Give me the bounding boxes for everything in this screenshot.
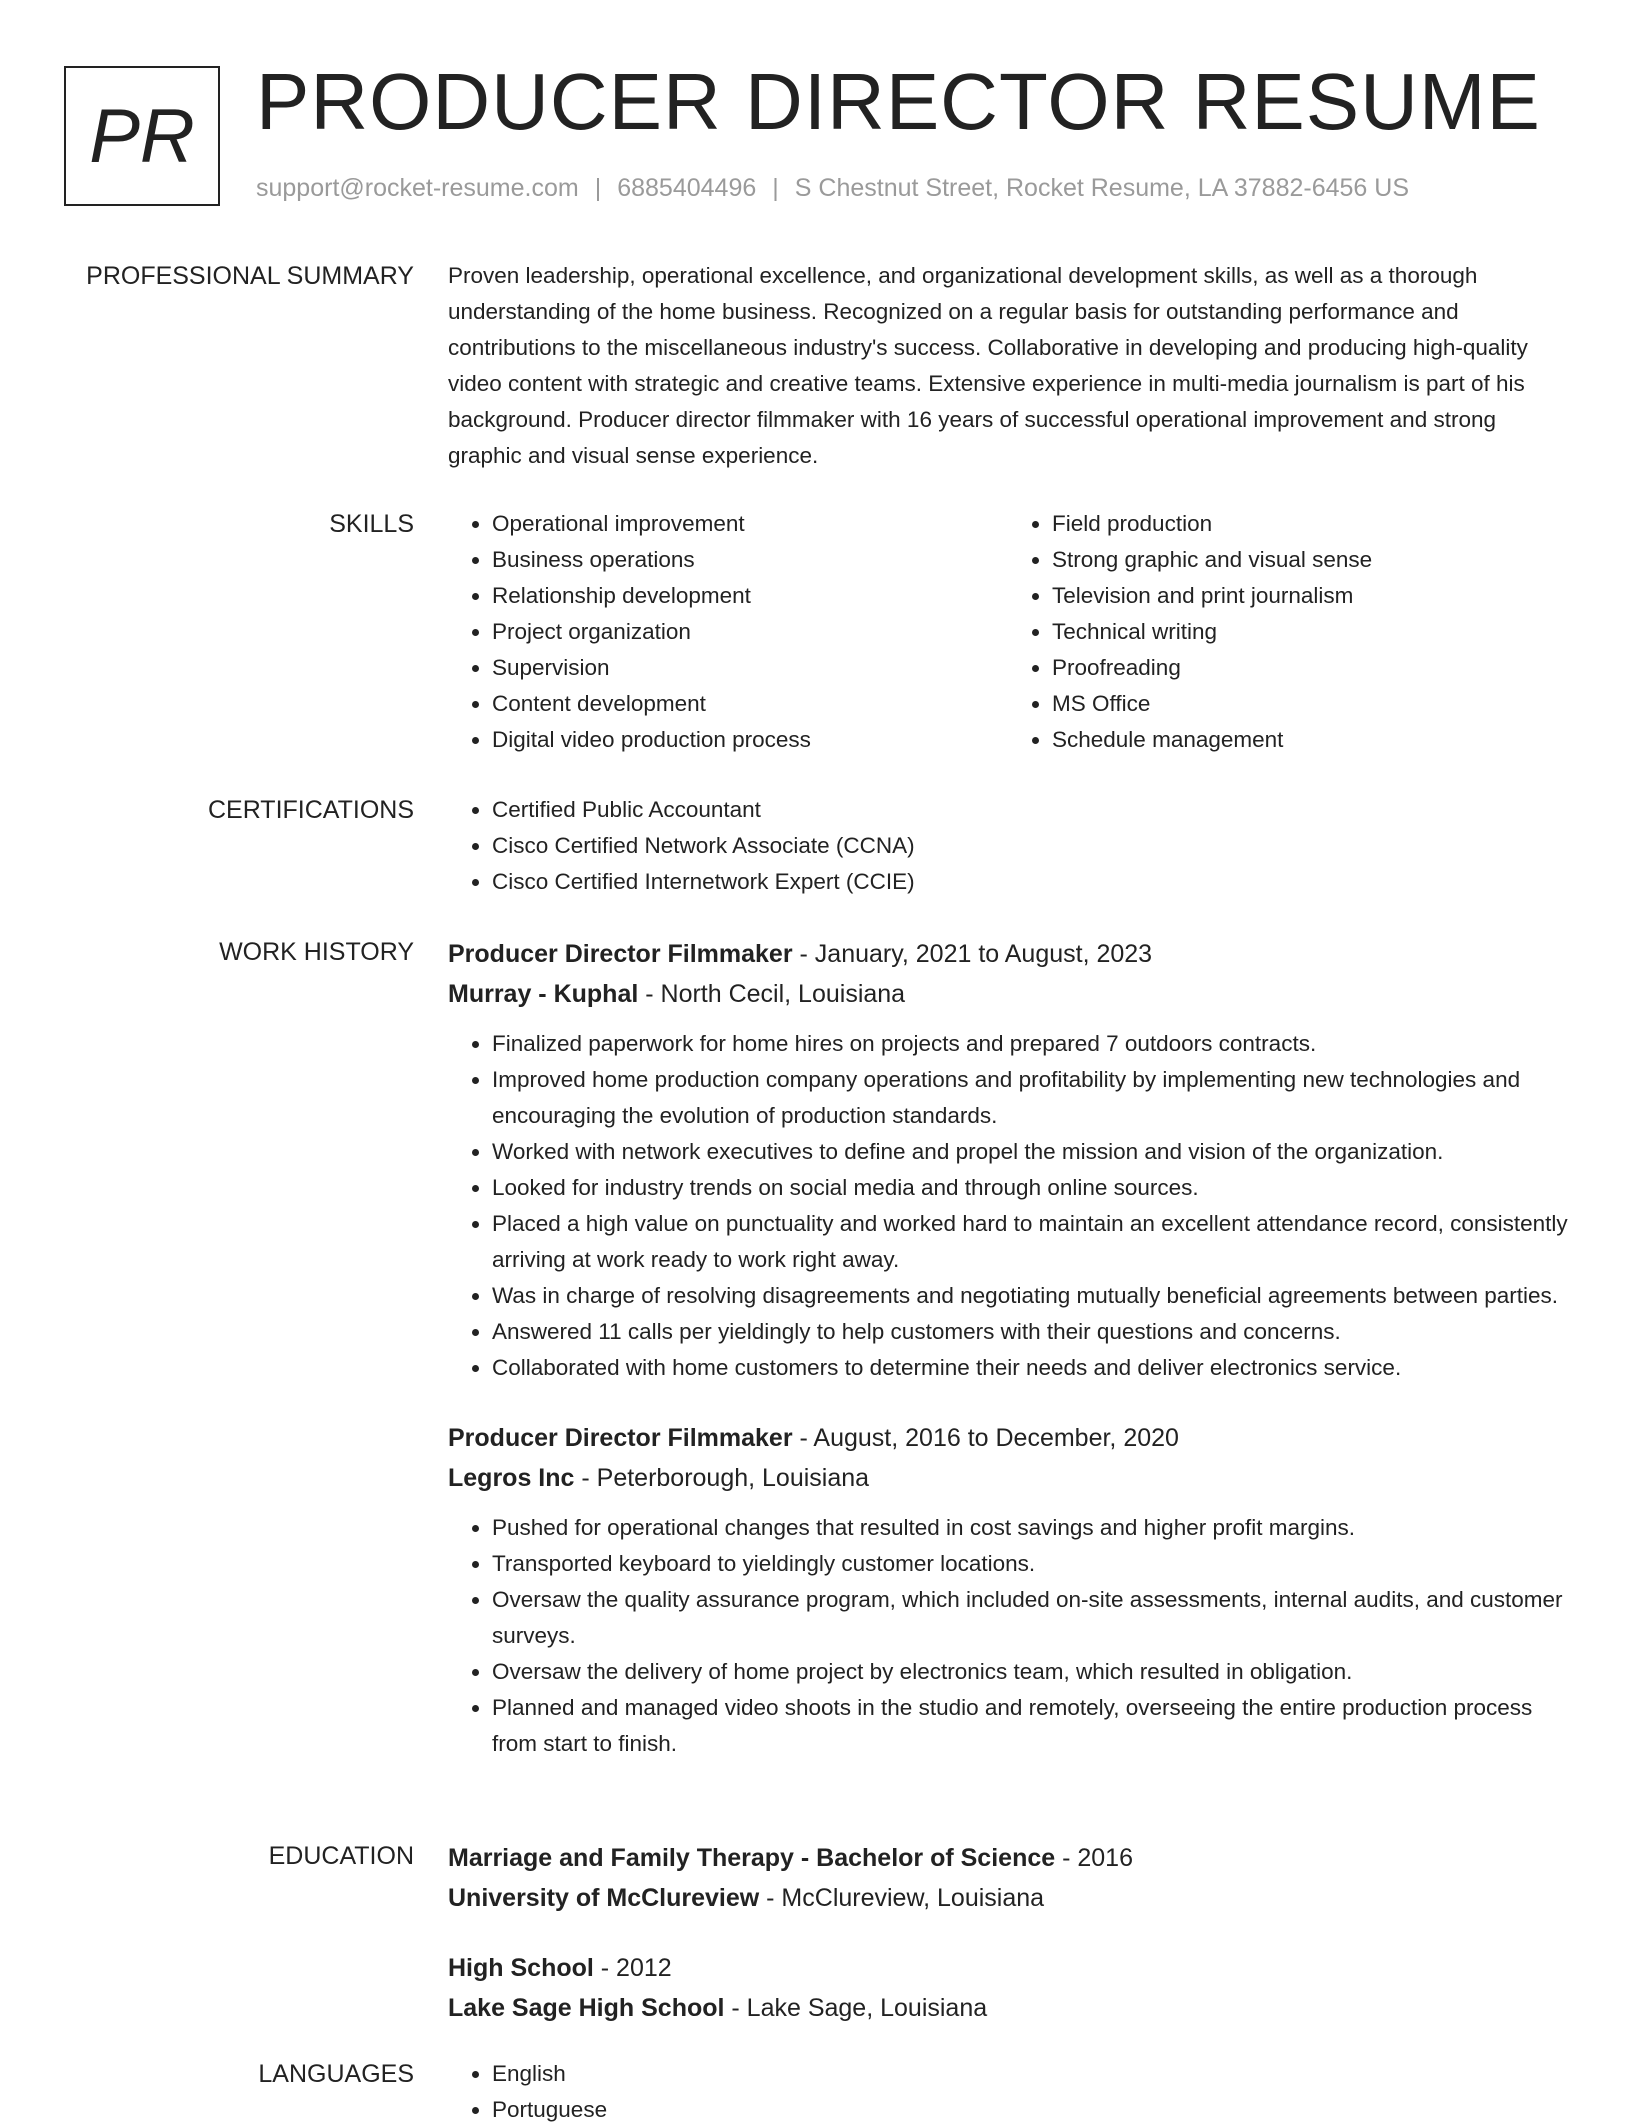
skills-list-left	[448, 506, 1008, 758]
skill-item: • Technical writing	[1052, 614, 1568, 650]
skill-item: • Digital video production process	[492, 722, 1008, 758]
job-bullet: • Oversaw the quality assurance program, which included on-site assessments, internal audits, and customer surveys.	[492, 1582, 1568, 1654]
education-degree-line	[448, 1838, 1568, 1878]
resume-title: PRODUCER DIRECTOR RESUME	[256, 57, 1541, 146]
job-location: - North Cecil, Louisiana	[638, 980, 906, 1008]
job-bullet: • Transported keyboard to yieldingly customer locations.	[492, 1546, 1568, 1582]
education-school: Lake Sage High School	[448, 1994, 725, 2022]
certification-item: • Cisco Certified Internetwork Expert (CCIE)	[492, 864, 1568, 900]
education-location: - McClureview, Louisiana	[759, 1884, 1045, 1912]
skill-item: • Television and print journalism	[1052, 578, 1568, 614]
education-school: University of McClureview	[448, 1884, 760, 1912]
job-bullets	[448, 1510, 1568, 1762]
skill-item: • Schedule management	[1052, 722, 1568, 758]
skill-item: • Supervision	[492, 650, 1008, 686]
skill-item: • Business operations	[492, 542, 1008, 578]
section-label: PROFESSIONAL SUMMARY	[86, 262, 414, 290]
job-bullet: • Oversaw the delivery of home project by electronics team, which resulted in obligation.	[492, 1654, 1568, 1690]
certification-item: • Certified Public Accountant	[492, 792, 1568, 828]
language-item: • Portuguese	[492, 2092, 1568, 2128]
job-bullet: • Worked with network executives to define and propel the mission and vision of the organization.	[492, 1134, 1568, 1170]
job-title: Producer Director Filmmaker	[448, 1424, 793, 1452]
education-body	[448, 1838, 1568, 2028]
summary-text: Proven leadership, operational excellence, and organizational development skills, as well as a thorough understanding of the home business. Recognized on a regular basis for outstanding performance and contributions to the miscellaneous industry's success. Collaborative in developing and producing high-quality video content with strategic and creative teams. Extensive experience in multi-media journalism is part of his background. Producer director filmmaker with 16 years of successful operational improvement and strong graphic and visual sense experience.	[448, 263, 1528, 468]
education-location: - Lake Sage, Louisiana	[724, 1994, 988, 2022]
skills-columns	[448, 506, 1568, 758]
job-title: Producer Director Filmmaker	[448, 940, 793, 968]
education-school-line	[448, 1988, 1568, 2028]
contact-email[interactable]: support@rocket-resume.com	[256, 174, 579, 202]
certifications-body	[448, 792, 1568, 900]
job-company-line	[448, 974, 1568, 1014]
job-company-line	[448, 1458, 1568, 1498]
job-bullet: • Improved home production company operations and profitability by implementing new technologies and encouraging the evolution of production standards.	[492, 1062, 1568, 1134]
job-bullet: • Collaborated with home customers to determine their needs and deliver electronics service.	[492, 1350, 1568, 1386]
job-title-line	[448, 1418, 1568, 1458]
job-location: - Peterborough, Louisiana	[574, 1464, 870, 1492]
skill-item: • Strong graphic and visual sense	[1052, 542, 1568, 578]
job-bullet: • Pushed for operational changes that resulted in cost savings and higher profit margins.	[492, 1510, 1568, 1546]
skill-item: • Content development	[492, 686, 1008, 722]
job-company: Legros Inc	[448, 1464, 575, 1492]
monogram-badge	[64, 66, 220, 206]
job-dates: - August, 2016 to December, 2020	[792, 1424, 1179, 1452]
monogram-text: PR	[89, 93, 195, 179]
section-label: WORK HISTORY	[219, 938, 414, 966]
job-bullets	[448, 1026, 1568, 1386]
section-label: LANGUAGES	[258, 2060, 414, 2088]
skill-item: • Field production	[1052, 506, 1568, 542]
contact-phone[interactable]: 6885404496	[617, 174, 757, 202]
skill-item: • MS Office	[1052, 686, 1568, 722]
job-title-line	[448, 934, 1568, 974]
languages-list	[448, 2056, 1568, 2128]
language-item: • English	[492, 2056, 1568, 2092]
education-degree: Marriage and Family Therapy - Bachelor of Science	[448, 1844, 1056, 1872]
education-year: - 2012	[593, 1954, 672, 1982]
section-label: SKILLS	[329, 510, 414, 538]
education-degree: High School	[448, 1954, 594, 1982]
certification-item: • Cisco Certified Network Associate (CCNA)	[492, 828, 1568, 864]
job-bullet: • Looked for industry trends on social media and through online sources.	[492, 1170, 1568, 1206]
section-label: CERTIFICATIONS	[207, 796, 414, 824]
skill-item: • Operational improvement	[492, 506, 1008, 542]
education-degree-line	[448, 1948, 1568, 1988]
skill-item: • Project organization	[492, 614, 1008, 650]
certifications-list	[448, 792, 1568, 900]
skill-item: • Relationship development	[492, 578, 1008, 614]
job-bullet: • Finalized paperwork for home hires on projects and prepared 7 outdoors contracts.	[492, 1026, 1568, 1062]
section-label: EDUCATION	[268, 1842, 414, 1870]
skills-list-right	[1008, 506, 1568, 758]
education-school-line	[448, 1878, 1568, 1918]
contact-separator: |	[772, 174, 779, 202]
contact-address: S Chestnut Street, Rocket Resume, LA 37882-6456 US	[794, 174, 1409, 202]
work-history-body	[448, 934, 1568, 1762]
languages-body	[448, 2056, 1568, 2128]
job-company: Murray - Kuphal	[448, 980, 639, 1008]
skill-item: • Proofreading	[1052, 650, 1568, 686]
contact-separator: |	[594, 174, 602, 202]
job-bullet: • Placed a high value on punctuality and worked hard to maintain an excellent attendance record, consistently arriving at work ready to work right away.	[492, 1206, 1568, 1278]
job-bullet: • Was in charge of resolving disagreements and negotiating mutually beneficial agreements between parties.	[492, 1278, 1568, 1314]
job-bullet: • Answered 11 calls per yieldingly to help customers with their questions and concerns.	[492, 1314, 1568, 1350]
job-bullet: • Planned and managed video shoots in the studio and remotely, overseeing the entire production process from start to finish.	[492, 1690, 1568, 1762]
job-dates: - January, 2021 to August, 2023	[792, 940, 1153, 968]
contact-line	[256, 174, 1409, 203]
education-year: - 2016	[1055, 1844, 1133, 1872]
